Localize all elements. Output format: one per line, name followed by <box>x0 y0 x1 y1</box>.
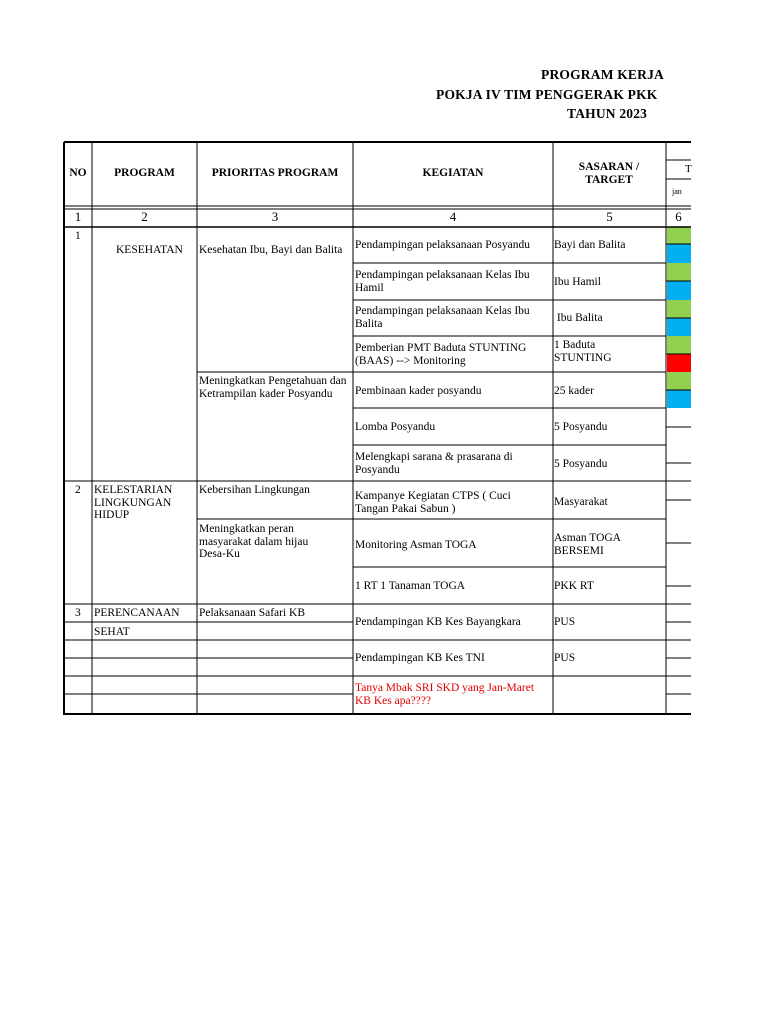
header-month-group: T <box>685 163 692 175</box>
status-cell-green <box>667 336 691 354</box>
activity-text: Monitoring Asman TOGA <box>355 539 477 551</box>
note-text: Tanya Mbak SRI SKD yang Jan-Maret KB Kes apa???? <box>355 682 535 707</box>
row-no: 1 <box>75 230 81 242</box>
target-text: PUS <box>554 652 576 664</box>
target-text: Masyarakat <box>554 496 608 508</box>
row-no: 2 <box>75 484 81 496</box>
target-text: 5 Posyandu <box>554 421 608 433</box>
colnum-3: 3 <box>271 211 279 224</box>
colnum-4: 4 <box>449 211 457 224</box>
priority-text: Meningkatkan peran masyarakat dalam hijau Desa-Ku <box>199 523 309 560</box>
header-program: PROGRAM <box>114 167 175 179</box>
program-name: KESEHATAN <box>116 244 183 256</box>
activity-text: Kampanye Kegiatan CTPS ( Cuci Tangan Pakai Sabun ) <box>355 490 511 515</box>
activity-text: Pembinaan kader posyandu <box>355 385 482 397</box>
priority-text: Kebersihan Lingkungan <box>199 484 310 496</box>
status-cell-green <box>667 263 691 281</box>
status-cell-green <box>667 372 691 390</box>
activity-text: Pendampingan pelaksanaan Kelas Ibu Hamil <box>355 269 530 294</box>
status-cell-blue <box>667 390 691 408</box>
header-no: NO <box>69 167 87 179</box>
row-no: 3 <box>75 607 81 619</box>
activity-text: Pendampingan KB Kes Bayangkara <box>355 616 521 628</box>
colnum-6: 6 <box>675 211 682 224</box>
header-prioritas: PRIORITAS PROGRAM <box>211 167 339 179</box>
activity-text: Lomba Posyandu <box>355 421 436 433</box>
target-text: Ibu Hamil <box>554 276 601 288</box>
activity-text: Pendampingan pelaksanaan Kelas Ibu Balita <box>355 305 530 330</box>
target-text: 1 Baduta STUNTING <box>554 339 612 364</box>
colnum-2: 2 <box>141 211 148 224</box>
doc-title-line2: POKJA IV TIM PENGGERAK PKK <box>436 87 658 102</box>
program-name-cont: SEHAT <box>94 626 130 638</box>
target-text: Ibu Balita <box>554 312 603 324</box>
status-cell-green <box>667 227 691 244</box>
header-month-jan: jan <box>672 187 682 196</box>
status-cell-green <box>667 300 691 318</box>
activity-text: Melengkapi sarana & prasarana di Posyandu <box>355 451 513 476</box>
status-cell-blue <box>667 318 691 336</box>
colnum-1: 1 <box>74 211 82 224</box>
doc-title-line1: PROGRAM KERJA <box>541 67 664 82</box>
target-text: PKK RT <box>554 580 594 592</box>
status-cell-blue <box>667 244 691 263</box>
activity-text: 1 RT 1 Tanaman TOGA <box>355 580 466 592</box>
activity-text: Pendampingan pelaksanaan Posyandu <box>355 239 531 251</box>
colnum-5: 5 <box>606 211 613 224</box>
activity-text: Pemberian PMT Baduta STUNTING (BAAS) --> Monitoring <box>355 342 527 367</box>
priority-text: Pelaksanaan Safari KB <box>199 607 306 619</box>
target-text: Asman TOGA BERSEMI <box>554 532 621 557</box>
priority-text: Kesehatan Ibu, Bayi dan Balita <box>199 244 343 256</box>
header-kegiatan: KEGIATAN <box>422 167 484 179</box>
program-name: KELESTARIAN LINGKUNGAN HIDUP <box>94 484 173 521</box>
program-name: PERENCANAAN <box>94 607 180 619</box>
status-cell-blue <box>667 281 691 300</box>
target-text: 5 Posyandu <box>554 458 608 470</box>
priority-text: Meningkatkan Pengetahuan dan Ketrampilan kader Posyandu <box>199 375 347 400</box>
target-text: PUS <box>554 616 576 628</box>
header-sasaran: SASARAN / TARGET <box>578 161 640 186</box>
doc-title-line3: TAHUN 2023 <box>567 106 648 121</box>
target-text: 25 kader <box>554 385 594 397</box>
target-text: Bayi dan Balita <box>554 239 626 251</box>
status-cell-red <box>667 354 691 372</box>
activity-text: Pendampingan KB Kes TNI <box>355 652 485 664</box>
